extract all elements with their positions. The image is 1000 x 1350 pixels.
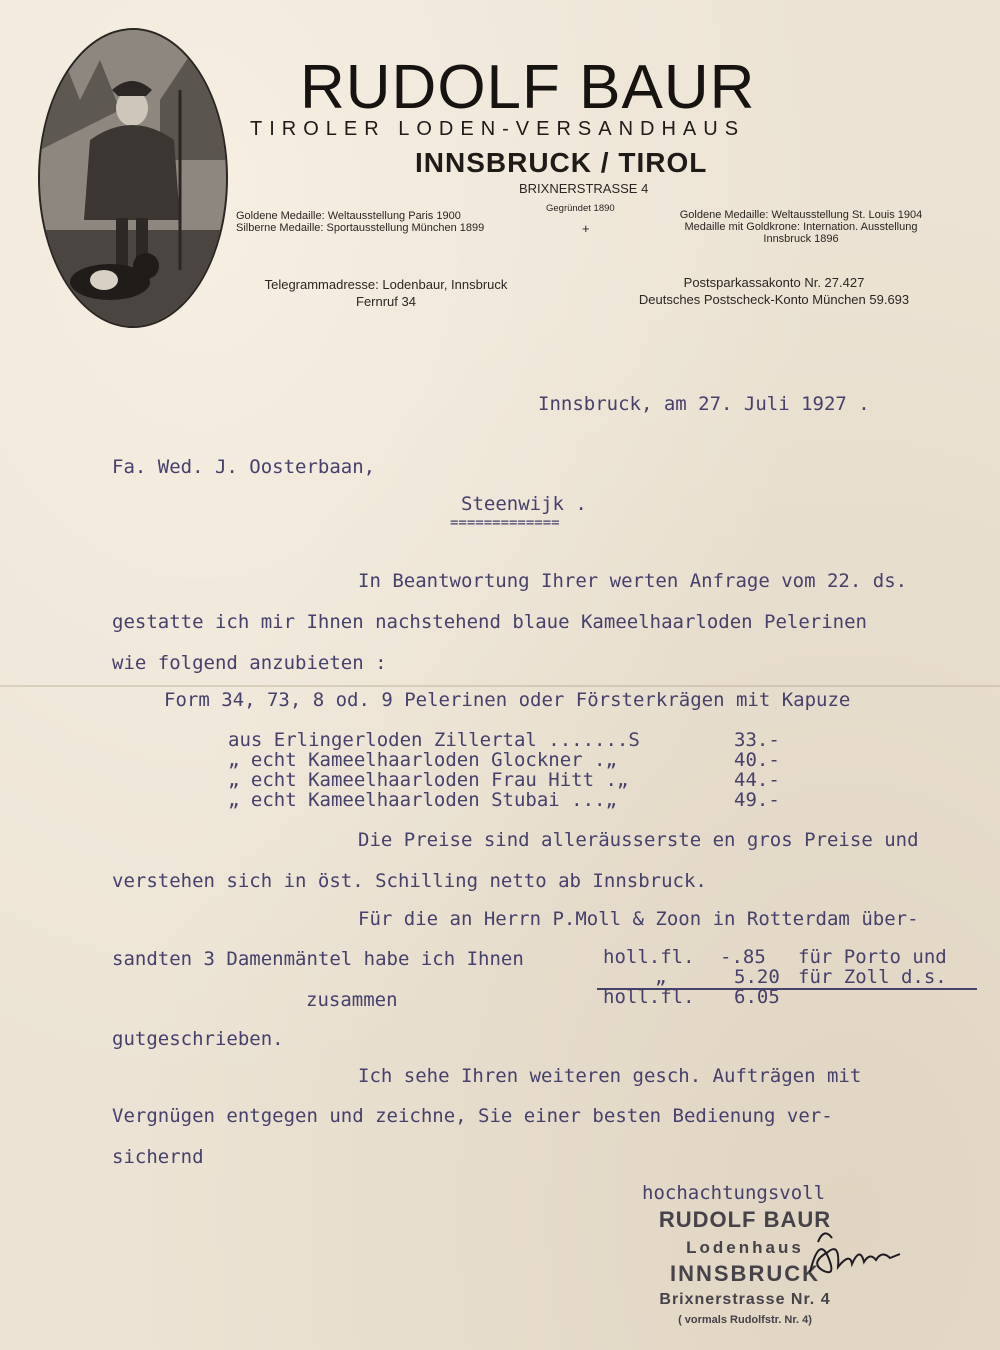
closing-line: Vergnügen entgegen und zeichne, Sie einer besten Bedienung ver- [112,1105,833,1127]
stamp-street: Brixnerstrasse Nr. 4 [659,1291,831,1308]
intro-line: wie folgend anzubieten : [112,652,387,674]
prices-line: Die Preise sind alleräusserste en gros Preise und [358,829,919,851]
closing-line: sichernd [112,1146,204,1168]
together-label: zusammen [306,989,398,1011]
account-block [600,274,948,308]
total-label: holl.fl. [603,986,695,1008]
prices-line: verstehen sich in öst. Schilling netto ab Innsbruck. [112,870,707,892]
medals-right [656,209,946,245]
medal-line: Medaille mit Goldkrone: Internation. Ausstellung [684,221,918,233]
credit-amount: -.85 [720,946,766,968]
price-row-price: 49.- [734,789,780,811]
recipient-city: Steenwijk . [461,493,587,515]
stamp-name: RUDOLF BAUR [658,1207,832,1232]
city-underline: ============= [450,515,560,531]
credit-label: „ [655,966,667,988]
intro-line: In Beantwortung Ihrer werten Anfrage vom 22. ds. [358,570,908,592]
medal-line: Silberne Medaille: Sportausstellung München 1899 [236,222,485,234]
stamp-city: INNSBRUCK [670,1261,820,1286]
medals-left [236,210,484,234]
price-row-price: 33.- [734,729,780,751]
price-row-price: 40.- [734,749,780,771]
medal-line: Goldene Medaille: Weltausstellung St. Louis 1904 [679,209,923,221]
form-line: Form 34, 73, 8 od. 9 Pelerinen oder Försterkrägen mit Kapuze [164,689,851,711]
medal-line: Goldene Medaille: Weltausstellung Paris 1900 [236,210,461,222]
hunter-with-dog-illustration [40,30,226,326]
handwritten-signature [790,1222,910,1292]
firm-street: BRIXNERSTRASSE 4 [519,181,649,196]
closing-line: Ich sehe Ihren weiteren gesch. Aufträgen mit [358,1065,862,1087]
price-row-text: aus Erlingerloden Zillertal .......S [228,729,640,751]
founded-year: Gegründet 1890 [546,203,615,214]
salutation: hochachtungsvoll [642,1182,826,1204]
paper-fold [0,685,1000,687]
credit-label: holl.fl. [603,946,695,968]
recipient-name: Fa. Wed. J. Oosterbaan, [112,456,376,478]
firm-city: INNSBRUCK / TIROL [415,147,708,178]
intro-line: gestatte ich mir Ihnen nachstehend blaue Kameelhaarloden Pelerinen [112,611,867,633]
medal-line: Innsbruck 1896 [763,233,839,245]
price-row-text: „ echt Kameelhaarloden Frau Hitt .„ [228,769,629,791]
cross-mark: + [582,221,590,236]
price-row-price: 44.- [734,769,780,791]
stamp-line2: Lodenhaus [686,1238,804,1257]
cheque-account: Deutsches Postscheck-Konto München 59.693 [638,292,910,307]
price-row-text: „ echt Kameelhaarloden Stubai ...„ [228,789,617,811]
portrait-vignette [38,28,228,328]
credit-purpose: für Porto und [798,946,947,968]
credit-line: sandten 3 Damenmäntel habe ich Ihnen [112,948,524,970]
firm-name: RUDOLF BAUR [300,53,756,122]
phone-number: Fernruf 34 [356,294,416,309]
firm-subtitle: TIROLER LODEN-VERSANDHAUS [250,118,746,140]
credit-amount: 5.20 [734,966,780,988]
postal-account: Postsparkassakonto Nr. 27.427 [683,275,865,290]
price-row-text: „ echt Kameelhaarloden Glockner .„ [228,749,617,771]
telegram-address: Telegrammadresse: Lodenbaur, Innsbruck [264,277,508,292]
stamp-former-address: ( vormals Rudolfstr. Nr. 4) [678,1314,812,1326]
credit-purpose: für Zoll d.s. [798,966,947,988]
date-line: Innsbruck, am 27. Juli 1927 . [538,393,870,415]
credited-line: gutgeschrieben. [112,1028,284,1050]
total-amount: 6.05 [734,986,780,1008]
telegram-block [230,276,542,310]
credit-line: Für die an Herrn P.Moll & Zoon in Rotterdam über- [358,908,919,930]
